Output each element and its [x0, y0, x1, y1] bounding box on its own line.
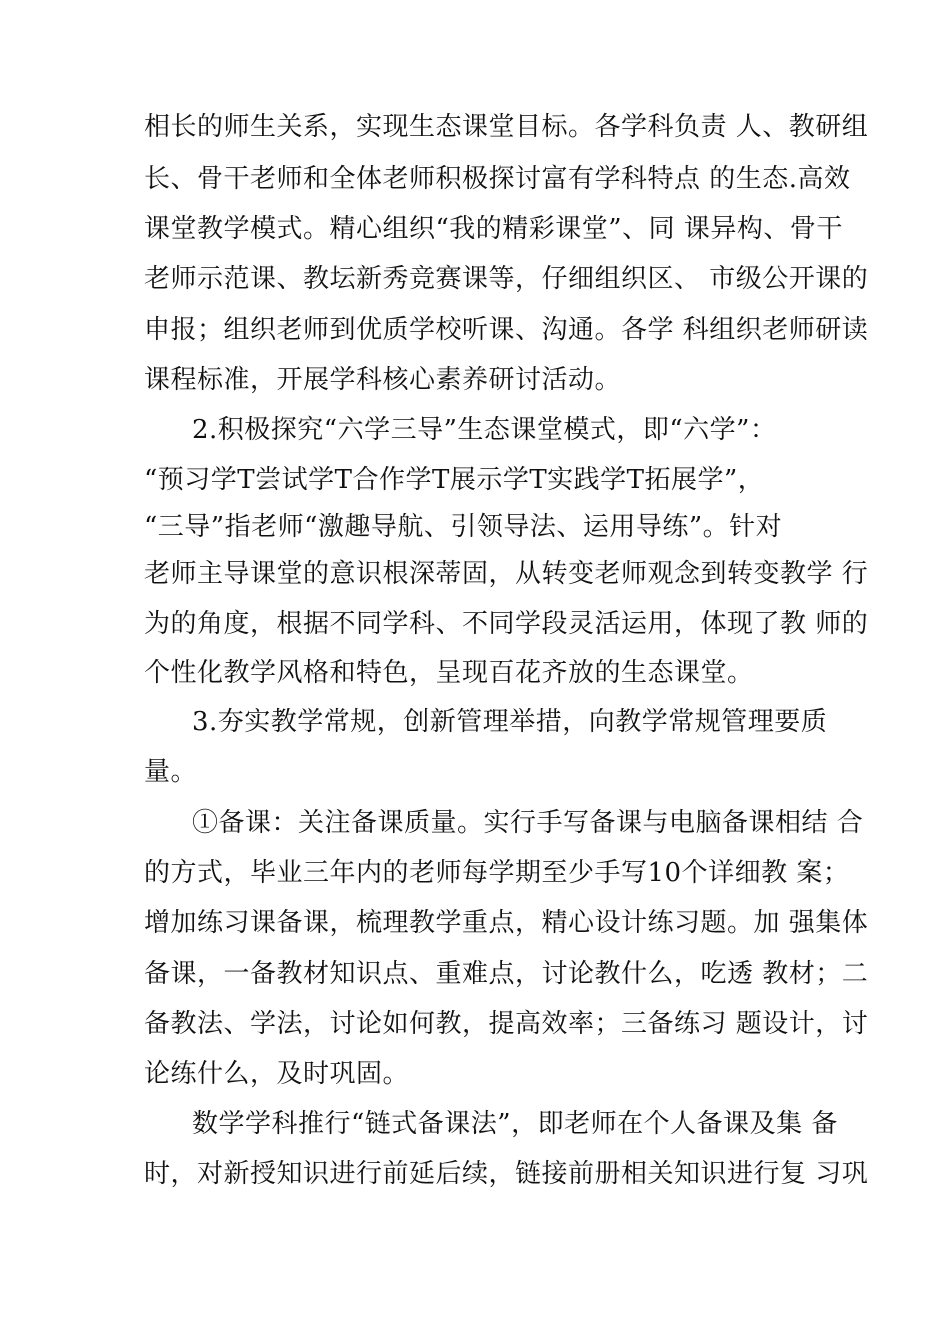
text-line: 为的角度，根据不同学科、不同学段灵活运用，体现了教 师的	[144, 609, 869, 639]
text-line: 2.积极探究“六学三导”生态课堂模式，即“六学”：	[192, 415, 777, 445]
text-line: ①备课：关注备课质量。实行手写备课与电脑备课相结 合	[192, 808, 864, 838]
text-line: 量。	[144, 757, 198, 787]
text-line: 申报；组织老师到优质学校听课、沟通。各学 科组织老师研读	[144, 315, 869, 345]
text-line: 课程标准，开展学科核心素养研讨活动。	[144, 365, 622, 395]
text-line: 课堂教学模式。精心组织“我的精彩课堂”、同 课异构、骨干	[144, 214, 843, 244]
text-line: 时，对新授知识进行前延后续，链接前册相关知识进行复 习巩	[144, 1159, 869, 1189]
text-line: “预习学T尝试学T合作学T展示学T实践学T拓展学”，	[144, 465, 765, 495]
text-line: 3.夯实教学常规，创新管理举措，向教学常规管理要质	[192, 707, 828, 737]
text-line: 数学学科推行“链式备课法”，即老师在个人备课及集 备	[192, 1109, 838, 1139]
text-line: “三导”指老师“激趣导航、引领导法、运用导练”。针对	[144, 512, 783, 542]
text-line: 论练什么，及时巩固。	[144, 1059, 410, 1089]
text-line: 相长的师生关系，实现生态课堂目标。各学科负责 人、教研组	[144, 112, 869, 142]
text-line: 个性化教学风格和特色，呈现百花齐放的生态课堂。	[144, 658, 754, 688]
text-line: 老师主导课堂的意识根深蒂固，从转变老师观念到转变教学 行	[144, 559, 869, 589]
text-line: 增加练习课备课，梳理教学重点，精心设计练习题。加 强集体	[144, 908, 869, 938]
text-line: 老师示范课、教坛新秀竞赛课等，仔细组织区、 市级公开课的	[144, 264, 869, 294]
text-line: 长、骨干老师和全体老师积极探讨富有学科特点 的生态.高效	[144, 164, 851, 194]
text-line: 备课，一备教材知识点、重难点，讨论教什么，吃透 教材；二	[144, 959, 869, 989]
text-line: 的方式，毕业三年内的老师每学期至少手写10个详细教 案；	[144, 858, 850, 888]
text-line: 备教法、学法，讨论如何教，提高效率；三备练习 题设计，讨	[144, 1009, 869, 1039]
